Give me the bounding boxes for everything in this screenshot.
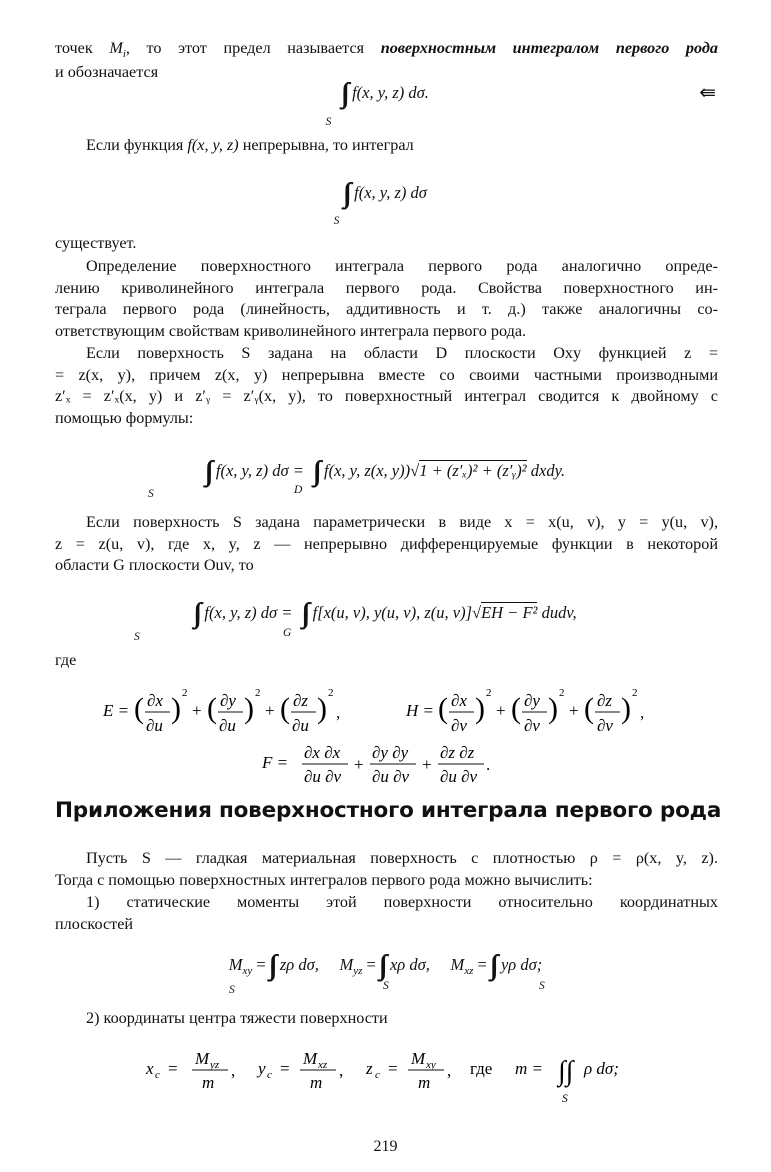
svg-text:+: + — [192, 701, 202, 720]
H-label: H = — [406, 701, 434, 720]
formula-4-domains: S G — [134, 627, 292, 643]
svg-text:(: ( — [280, 692, 290, 725]
moment-yz: $M_{yz} = x\rho$ dσ, — [339, 955, 430, 977]
explicit-surface-paragraph: Если поверхность S задана на области D плоскости Oxy функцией z = = z(x, y), причем z(x, y) непрерывна вместе со своими частными производными z′ₓ = z′ₓ(x, y) и z′ᵧ = z′ᵧ(x, y), то поверхностный интеграл сводится к двойному с помощью формулы: — [55, 344, 718, 427]
svg-text:∂z: ∂z — [293, 691, 309, 710]
svg-text:∂x: ∂x — [147, 691, 163, 710]
svg-text:yz: yz — [210, 1059, 220, 1071]
formula-continuity-integral: f(x, y, z) dσ — [354, 183, 427, 202]
svg-text:∂v: ∂v — [451, 716, 467, 735]
svg-text:(: ( — [584, 692, 594, 725]
formula-2-domain: S — [333, 215, 340, 227]
formula-EHF — [0, 678, 771, 788]
svg-text:+: + — [569, 701, 579, 720]
svg-text:=: = — [388, 1059, 398, 1078]
svg-text:2: 2 — [486, 687, 492, 699]
where-word: где — [55, 651, 77, 669]
continuity-paragraph: Если функция f(x, y, z) непрерывна, то интеграл — [86, 136, 414, 154]
svg-text:ρ dσ;: ρ dσ; — [584, 1059, 619, 1078]
svg-text:∂u: ∂u — [292, 716, 309, 735]
svg-text:,: , — [339, 1061, 344, 1080]
svg-text:∂y ∂y: ∂y ∂y — [372, 743, 409, 762]
svg-text:+: + — [496, 701, 506, 720]
svg-text:(: ( — [207, 692, 217, 725]
svg-text:c: c — [267, 1069, 272, 1081]
svg-text:): ) — [171, 692, 181, 725]
defined-term: поверхностным интегралом первого рода — [380, 39, 718, 57]
formula-1-domain: S — [325, 116, 332, 128]
svg-text:∂x: ∂x — [451, 691, 467, 710]
svg-text:,: , — [447, 1061, 452, 1080]
intro-line-2: и обозначается — [55, 62, 159, 81]
svg-text:): ) — [244, 692, 254, 725]
intro-line-1: точек $M_i$, то этот предел называется поверхностным интегралом первого рода — [55, 39, 718, 60]
svg-text:z: z — [366, 1059, 373, 1078]
end-of-definition-mark: ⇚ — [699, 80, 716, 104]
svg-text:+: + — [354, 755, 364, 774]
definition-paragraph: Определение поверхностного интеграла первого рода аналогично опреде- лению криволинейного интеграла первого рода. Свойства поверхностного ин- теграла первого рода (линейность, аддитивность и т. д.) также аналогичны со- ответствующим свойствам криволинейного интеграла первого рода. — [55, 257, 718, 340]
formula-parametric-reduction: f(x, y, z) dσ = f[x(u, v), y(u, v), z(u, v)]√EH − F² dudv, — [204, 603, 577, 622]
svg-text:m: m — [202, 1073, 215, 1092]
svg-text:): ) — [621, 692, 631, 725]
svg-text:2: 2 — [559, 687, 565, 699]
svg-text:∫∫: ∫∫ — [558, 1056, 574, 1087]
svg-text:∂u: ∂u — [219, 716, 236, 735]
svg-text:+: + — [422, 755, 432, 774]
svg-text:2: 2 — [182, 687, 188, 699]
svg-text:M: M — [195, 1049, 210, 1068]
svg-text:m: m — [418, 1073, 431, 1092]
svg-text:∂u: ∂u — [146, 716, 163, 735]
E-label: E = — [103, 701, 130, 720]
moment-xy: $M_{xy} = z\rho$ dσ, — [228, 955, 319, 977]
svg-text:,: , — [640, 703, 645, 722]
svg-text:.: . — [486, 755, 491, 774]
svg-text:где: где — [470, 1059, 493, 1078]
formula-3-domains: S D — [148, 484, 303, 500]
svg-text:(: ( — [511, 692, 521, 725]
svg-text:+: + — [265, 701, 275, 720]
item-1-paragraph: 1) статические моменты этой поверхности относительно координатных плоскостей — [55, 893, 718, 933]
svg-text:∂v: ∂v — [597, 716, 613, 735]
moment-xz: $M_{xz} = y\rho$ dσ; — [450, 955, 543, 977]
svg-text:=: = — [168, 1059, 178, 1078]
continuity-after: существует. — [55, 234, 137, 252]
svg-text:∂x ∂x: ∂x ∂x — [304, 743, 341, 762]
applications-paragraph: Пусть S — гладкая материальная поверхность с плотностью ρ = ρ(x, y, z). Тогда с помощью поверхностных интегралов первого рода можно вычислить: — [55, 849, 718, 889]
svg-text:∂u ∂v: ∂u ∂v — [372, 767, 410, 786]
svg-text:(: ( — [134, 692, 144, 725]
parametric-paragraph: Если поверхность S задана параметрически в виде x = x(u, v), y = y(u, v), z = z(u, v), где x, y, z — непрерывно дифференцируемые функции в некоторой области G плоскости Ouv, то — [55, 513, 718, 574]
formula-static-moments — [0, 946, 771, 978]
svg-text:=: = — [280, 1059, 290, 1078]
svg-text:2: 2 — [328, 687, 334, 699]
svg-text:∂u ∂v: ∂u ∂v — [440, 767, 478, 786]
svg-text:xy: xy — [426, 1059, 436, 1071]
svg-text:∂y: ∂y — [524, 691, 540, 710]
formula-explicit-reduction: f(x, y, z) dσ = f(x, y, z(x, y))√1 + (z′ₓ)² + (z′ᵧ)² dxdy. — [215, 461, 566, 480]
svg-text:m =: m = — [515, 1059, 543, 1078]
svg-text:m: m — [310, 1073, 323, 1092]
svg-text:c: c — [155, 1069, 160, 1081]
svg-text:M: M — [303, 1049, 318, 1068]
svg-text:c: c — [375, 1069, 380, 1081]
svg-text:(: ( — [438, 692, 448, 725]
svg-text:∂z ∂z: ∂z ∂z — [440, 743, 475, 762]
svg-text:2: 2 — [632, 687, 638, 699]
svg-text:2: 2 — [255, 687, 261, 699]
svg-text:y: y — [258, 1059, 266, 1078]
svg-text:∂v: ∂v — [524, 716, 540, 735]
item-2-paragraph: 2) координаты центра тяжести поверхности — [86, 1009, 388, 1027]
svg-text:∂y: ∂y — [220, 691, 236, 710]
svg-text:,: , — [231, 1061, 236, 1080]
svg-text:,: , — [336, 703, 341, 722]
svg-text:): ) — [475, 692, 485, 725]
svg-text:S: S — [562, 1093, 568, 1105]
moments-domains: S S S — [229, 980, 545, 996]
svg-text:M: M — [411, 1049, 426, 1068]
formula-surface-integral: f(x, y, z) dσ. — [352, 83, 429, 102]
page-number: 219 — [373, 1138, 398, 1155]
svg-text:): ) — [548, 692, 558, 725]
F-label: F = — [262, 753, 289, 772]
svg-text:): ) — [317, 692, 327, 725]
svg-text:x: x — [146, 1059, 154, 1078]
section-heading: Приложения поверхностного интеграла первого рода — [55, 798, 722, 823]
svg-text:xz: xz — [318, 1059, 328, 1071]
formula-center-of-mass — [0, 1036, 771, 1106]
svg-text:∂z: ∂z — [597, 691, 613, 710]
svg-text:∂u ∂v: ∂u ∂v — [304, 767, 342, 786]
